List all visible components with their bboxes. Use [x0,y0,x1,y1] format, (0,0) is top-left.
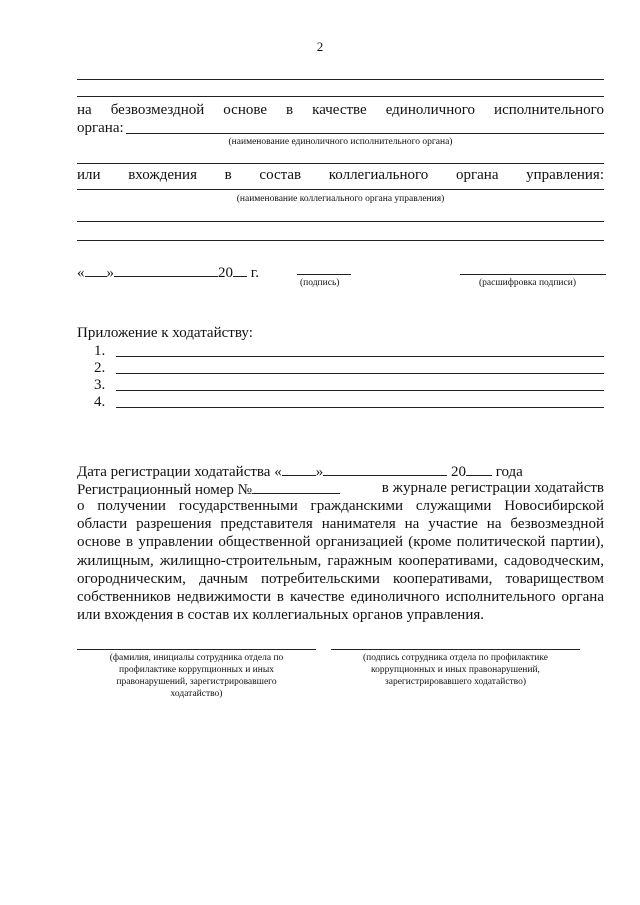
year-suffix: г. [250,265,259,281]
word: качестве [312,102,367,118]
caption-sole-organ: (наименование единоличного исполнительного органа) [228,137,453,147]
registration-paragraph [77,497,604,624]
caption-collegial-organ: (наименование коллегиального органа управления) [236,194,445,204]
blank-line [77,221,604,222]
organ-label: органа: [77,120,124,136]
word: вхождения [128,167,197,183]
word: управления: [526,167,604,183]
word: органа [455,167,499,183]
paragraph-line: основе в управлении общественной организацией (кроме политической партии), [77,534,604,551]
appendix-item: 1. [94,343,106,359]
word: основе [223,102,268,118]
caption-employee-name [77,652,316,700]
caption-line: коррупционных и иных правонарушений, [371,665,540,675]
blank-line [77,96,604,97]
paragraph-line: или вхождения в состав их коллегиальных органов управления. [77,607,485,624]
paragraph-line: собственников недвижимости в качестве единоличного исполнительного органа [77,589,604,606]
reg-day-blank[interactable] [282,461,316,476]
appendix-line[interactable] [116,356,604,357]
signature-line[interactable] [297,274,351,275]
quote-open: « [77,265,85,281]
appendix-item: 2. [94,360,106,376]
caption-line: правонарушений, зарегистрировавшего [116,677,277,687]
reg-year-word: года [495,464,523,480]
caption-line: зарегистрировавшего ходатайство) [384,677,527,687]
word: или [77,167,101,183]
reg-number-label: Регистрационный номер № [77,482,252,498]
year-blank[interactable] [233,262,247,277]
quote-close: » [315,464,324,480]
day-blank[interactable] [85,262,107,277]
paragraph-line: области разрешения представителя нанимателя на участие на безвозмездной [77,516,604,533]
paragraph-line: жилищным, жилищно-строительным, гаражным кооперативами, садоводческим, [77,552,604,569]
transcript-line[interactable] [460,274,606,275]
caption-signature: (подпись) [300,278,340,288]
registration-date [77,461,523,481]
appendix-item: 3. [94,377,106,393]
registration-date-label: Дата регистрации ходатайства « [77,464,282,480]
paragraph-line: огородническим, дачным потребительскими кооперативами, товариществом [77,570,604,587]
word: в [224,167,232,183]
reg-month-blank[interactable] [323,461,447,476]
reg-number-blank[interactable] [252,479,340,494]
caption-line: (фамилия, инициалы сотрудника отдела по [109,653,284,663]
organ-fill-line[interactable] [126,133,604,134]
caption-employee-signature [331,652,580,688]
appendix-line[interactable] [116,407,604,408]
text-line-1 [77,101,604,119]
reg-year-blank[interactable] [466,461,492,476]
text-line-3 [77,166,604,184]
employee-signature-line[interactable] [331,649,580,650]
quote-close: » [106,265,114,281]
date-field[interactable] [77,262,259,282]
employee-name-line[interactable] [77,649,316,650]
appendix-line[interactable] [116,373,604,374]
caption-line: профилактике коррупционных и иных [119,665,274,675]
word: единоличного [385,102,476,118]
page-number: 2 [316,39,324,54]
reg-journal-text: в журнале регистрации ходатайств [381,480,604,496]
blank-line [77,240,604,241]
blank-line [77,79,604,80]
word: в [286,102,294,118]
registration-number-line [77,479,604,499]
word: состав [259,167,302,183]
blank-line [77,163,604,164]
blank-line [77,189,604,190]
appendix-item: 4. [94,394,106,410]
caption-line: (подпись сотрудника отдела по профилактике [363,653,548,663]
appendix-line[interactable] [116,390,604,391]
paragraph-line: о получении государственными гражданскими служащими Новосибирской [77,498,604,514]
caption-line: ходатайство) [170,689,223,699]
month-blank[interactable] [114,262,218,277]
word: исполнительного [494,102,604,118]
year-prefix: 20 [218,265,233,281]
word: коллегиального [328,167,429,183]
word: на [77,102,92,118]
reg-year-prefix: 20 [450,464,466,480]
word: безвозмездной [110,102,205,118]
caption-transcript: (расшифровка подписи) [479,278,576,288]
appendix-title: Приложение к ходатайству: [77,325,253,341]
